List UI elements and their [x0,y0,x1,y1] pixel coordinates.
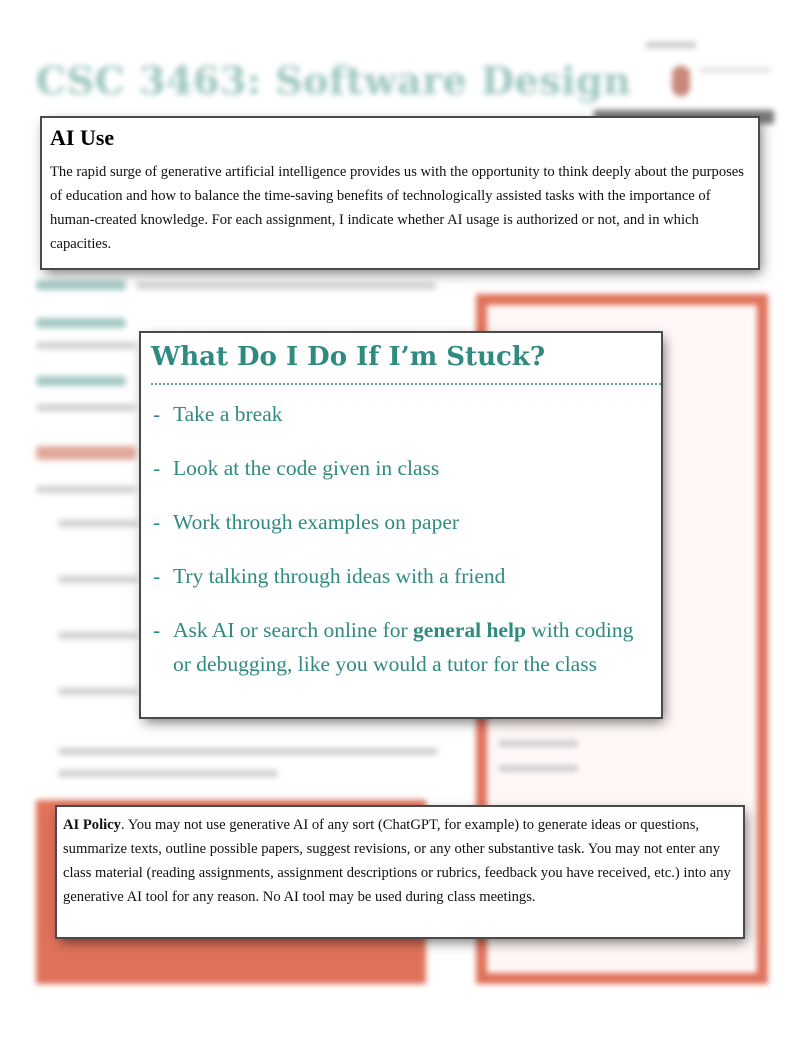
list-item: - Look at the code given in class [153,451,651,485]
list-item-emphasis: general help [413,617,526,642]
bg-text-line [36,486,136,493]
bg-text-line [36,280,126,290]
bg-text-line [58,520,138,527]
bg-heading [36,446,136,460]
list-item-text: with coding or debugging, like you would a tutor for the class [173,617,634,676]
bg-text-line [498,740,578,747]
bg-text-line [58,632,138,639]
ai-policy-label: AI Policy [63,817,121,833]
bg-text-line [136,282,436,289]
list-item [153,613,651,681]
ai-use-title: AI Use [50,125,115,150]
list-item: - Try talking through ideas with a friend [153,559,651,593]
bg-text-line [36,342,136,349]
list-item: - Take a break [153,397,651,431]
stuck-list [141,397,661,681]
list-item: - Work through examples on paper [153,505,651,539]
bg-text-line [58,688,138,695]
bg-text-line [36,318,126,328]
dotted-divider [151,383,661,385]
ai-policy-text [63,813,735,909]
stuck-card [141,333,661,717]
header-meta [646,42,696,48]
bg-text-line [58,748,438,755]
header-rule [700,68,770,72]
bg-text-line [498,765,578,772]
list-item-text: Ask AI or search online for [173,617,414,642]
bg-text-line [58,576,138,583]
ai-policy-card [57,807,743,937]
ai-policy-body: . You may not use generative AI of any sort (ChatGPT, for example) to generate ideas or questions, summarize texts, outline possible papers, suggest revisions, or any other substantive task. You may not enter any class material (reading assignments, assignment descriptions or rubrics, feedback you have received, etc.) into any generative AI tool for any reason. No AI tool may be used during class meetings. [63,817,731,905]
ai-use-card [42,118,758,268]
course-title: CSC 3463: Software Design [36,58,632,103]
ai-use-body: The rapid surge of generative artificial intelligence provides us with the opportunity to think deeply about the purposes of education and how to balance the time-saving benefits of technologically assisted tasks with the importance of human-created knowledge. For each assignment, I indicate whether AI usage is authorized or not, and in which capacities. [50,164,744,253]
header-logo-mark [672,66,690,96]
bg-text-line [36,376,126,386]
stuck-title: What Do I Do If I’m Stuck? [151,342,546,372]
bg-text-line [58,770,278,777]
bg-text-line [36,404,136,411]
